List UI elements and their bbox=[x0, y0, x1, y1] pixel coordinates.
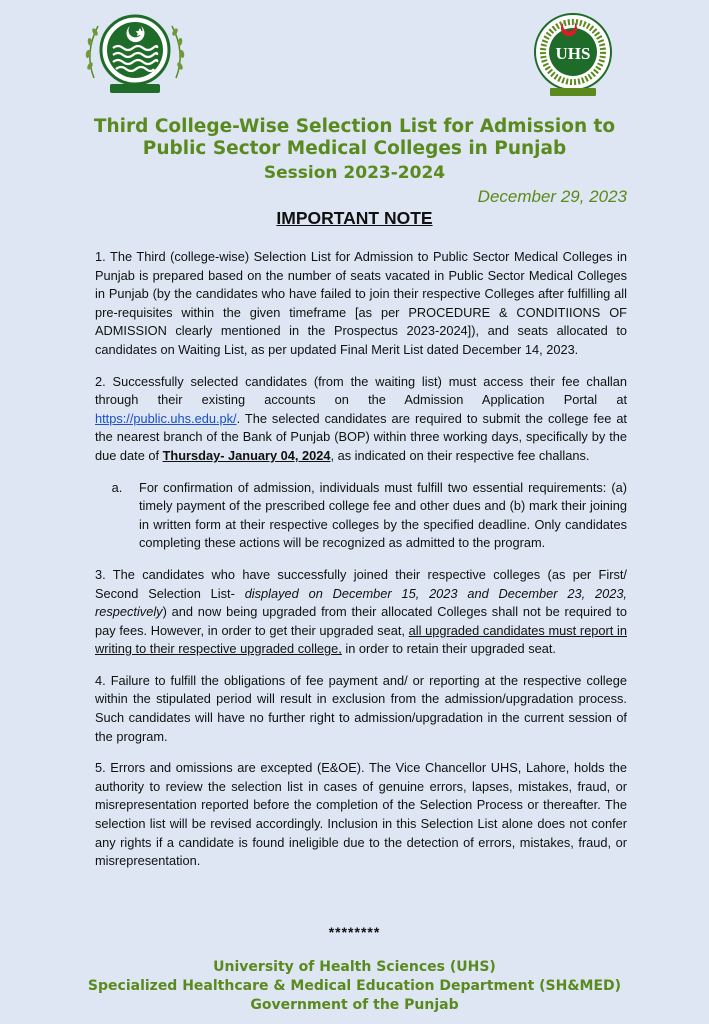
paragraph-3-end: in order to retain their upgraded seat. bbox=[345, 641, 556, 657]
paragraph-3-dates: displayed on December 15, 2023 and December 23, 2023, respectively bbox=[95, 585, 627, 620]
paragraph-3 bbox=[95, 566, 627, 659]
paragraph-2-body: . The selected candidates are required to submit the college fee at the nearest branch of the Bank of Punjab (BOP) within three working days, specifically by the due date of bbox=[95, 410, 627, 463]
portal-link[interactable]: https://public.uhs.edu.pk/ bbox=[95, 410, 237, 426]
notice-body bbox=[95, 248, 627, 884]
footer bbox=[0, 958, 709, 1015]
footer-line-2: Specialized Healthcare & Medical Education Department (SH&MED) bbox=[87, 978, 622, 994]
title-line-2: Public Sector Medical Colleges in Punjab bbox=[142, 138, 567, 159]
paragraph-3-middle: ) and now being upgraded from their allocated Colleges shall not be required to pay fees. However, in order to get their upgraded seat, bbox=[95, 604, 627, 638]
separator-stars: ******** bbox=[328, 924, 381, 940]
uhs-logo-text: UHS bbox=[555, 44, 591, 63]
paragraph-2-subitem-a bbox=[95, 479, 627, 553]
session-label: Session 2023-2024 bbox=[263, 163, 446, 183]
paragraph-2-intro: 2. Successfully selected candidates (from the waiting list) must access their fee challan through their existing accounts on the Admission Application Portal at bbox=[95, 373, 627, 408]
fee-due-date: Thursday- January 04, 2024 bbox=[162, 447, 331, 463]
document-title bbox=[0, 116, 709, 186]
title-line-1: Third College-Wise Selection List for Admission to bbox=[93, 116, 616, 137]
footer-line-3: Government of the Punjab bbox=[250, 997, 459, 1013]
punjab-government-logo bbox=[80, 8, 190, 96]
paragraph-4: 4. Failure to fulfill the obligations of fee payment and/ or reporting at the respective college within the stipulated period will result in exclusion from the admission/upgradation process. Such candidates will have no further right to admission/upgradation in the current session of the program. bbox=[95, 672, 627, 744]
paragraph-5: 5. Errors and omissions are excepted (E&OE). The Vice Chancellor UHS, Lahore, holds the authority to review the selection list in cases of genuine errors, lapses, mistakes, fraud, or misrepresentation reported before the completion of the Selection Process or thereafter. The selection list will be revised accordingly. Inclusion in this Selection List alone does not confer any rights if a candidate is found ineligible due to the detection of errors, mistakes, fraud, or misrepresentation. bbox=[95, 760, 627, 869]
important-note-heading: IMPORTANT NOTE bbox=[276, 208, 433, 228]
paragraph-1: 1. The Third (college-wise) Selection List for Admission to Public Sector Medical Colleges in Punjab is prepared based on the number of seats vacated in Public Sector Medical Colleges in Punjab (by the candidates who have failed to join their respective Colleges after fulfilling all pre-requisites within the given timeframe [as per PROCEDURE & CONDITIIONS OF ADMISSION clearly mentioned in the Prospectus 2023-2024]), and seats allocated to candidates on Waiting List, as per updated Final Merit List dated December 14, 2023. bbox=[95, 249, 627, 357]
paragraph-2 bbox=[95, 373, 627, 466]
paragraph-3-start: 3. The candidates who have successfully joined their respective colleges (as per First/ Second Selection List- bbox=[95, 566, 627, 601]
paragraph-3-requirement: all upgraded candidates must report in writing to their respective upgraded college, bbox=[95, 622, 628, 657]
uhs-lahore-logo bbox=[528, 10, 618, 100]
paragraph-2-end: , as indicated on their respective fee challans. bbox=[330, 447, 590, 463]
subitem-text: For confirmation of admission, individuals must fulfill two essential requirements: (a) timely payment of the prescribed college fee and other dues and (b) mark their joining in written form at their respective colleges by the specified deadline. Only candidates completing these actions will be recognized as admitted to the program. bbox=[139, 479, 627, 551]
notice-date: December 29, 2023 bbox=[477, 187, 627, 206]
subitem-marker: a. bbox=[111, 479, 123, 495]
footer-line-1: University of Health Sciences (UHS) bbox=[213, 959, 496, 975]
